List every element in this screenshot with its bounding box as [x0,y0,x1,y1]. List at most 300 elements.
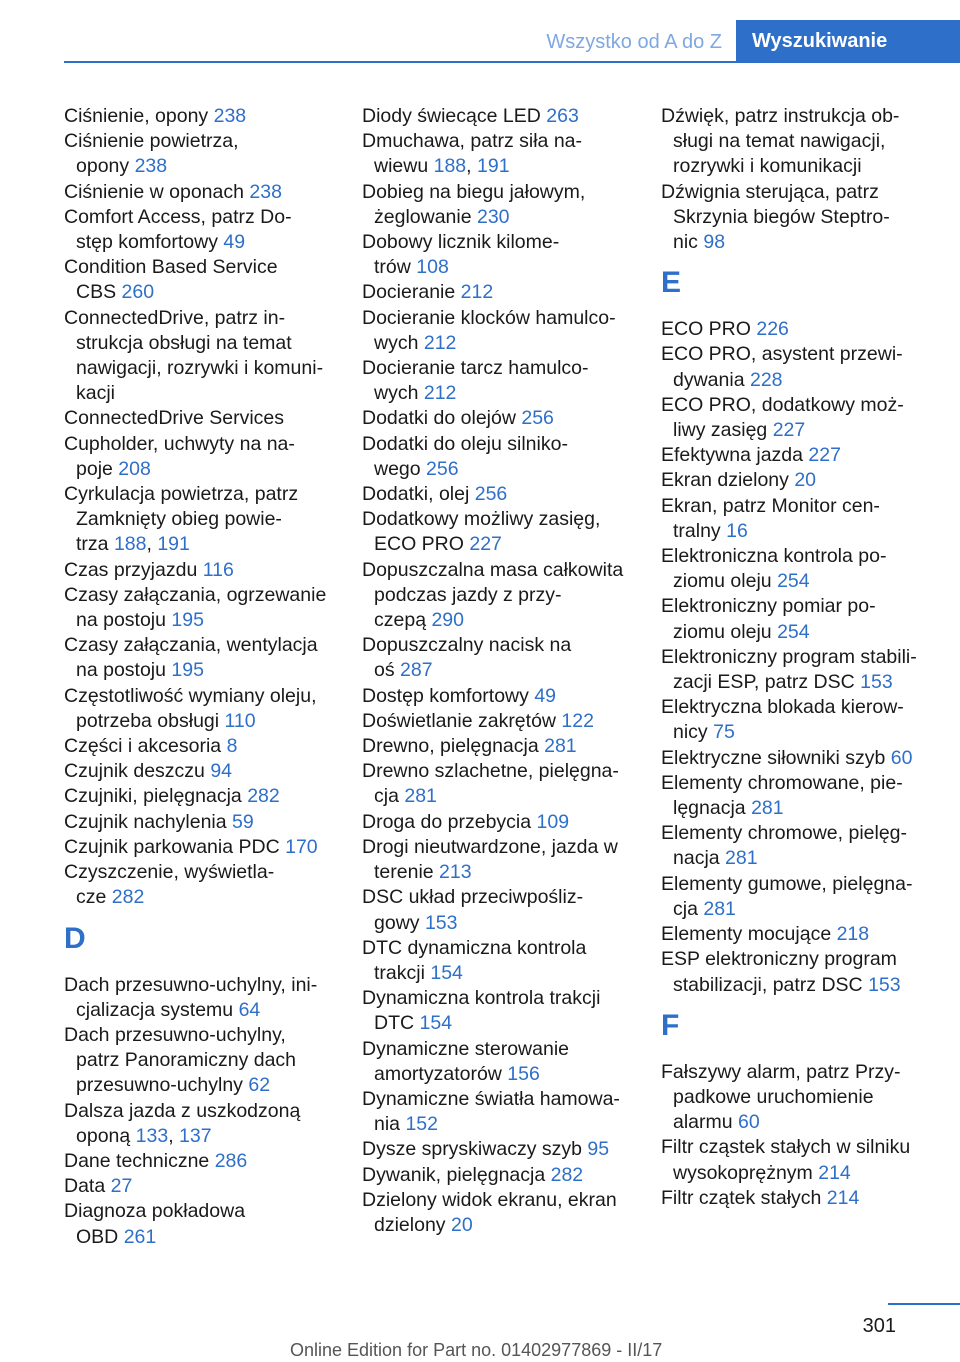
entry-line [64,1023,334,1048]
entry-line [661,821,933,846]
entry-text: Czasy załączania, ogrzewanie [64,583,327,606]
entry-line [64,1124,334,1149]
entry-text: ConnectedDrive, patrz in‐ [64,306,286,329]
index-entry [362,936,632,986]
entry-text: Elektryczna blokada kierow‐ [661,696,904,719]
entry-line [661,1186,933,1211]
entry-line [362,356,632,381]
entry-line [64,381,334,406]
entry-line [661,947,933,972]
entry-line [661,1085,933,1110]
index-entry [362,759,632,809]
entry-line [661,129,933,154]
entry-text: cja [374,785,405,808]
page-link[interactable]: 281 [544,735,577,758]
entry-text: Czujnik parkowania PDC [64,835,286,858]
index-entry [661,771,933,821]
entry-text: Dodatki do olejów [362,407,522,430]
entry-text: trów [374,256,417,279]
page-link[interactable]: 287 [400,659,433,682]
index-entry [661,104,933,180]
entry-text: trza [76,533,114,556]
index-entry [661,342,933,392]
entry-text: Dodatkowy możliwy zasięg, [362,508,601,531]
entry-line [661,1161,933,1186]
entry-text: na postoju [76,659,172,682]
entry-line [661,230,933,255]
entry-line [661,317,933,342]
page-link[interactable]: 256 [426,457,459,480]
entry-text: ECO PRO [661,318,757,341]
entry-line [64,280,334,305]
entry-text: dywania [673,368,750,391]
entry-line [64,356,334,381]
entry-text: Data [64,1175,111,1198]
entry-line [64,507,334,532]
index-entry [64,633,334,683]
entry-text: Dysze spryskiwaczy szyb [362,1138,588,1161]
entry-text: Docieranie [362,281,461,304]
entry-line [362,784,632,809]
entry-line [362,331,632,356]
entry-text: terenie [374,861,440,884]
index-entry [362,633,632,683]
entry-text: Dalsza jazda z uszkodzoną [64,1099,301,1122]
entry-line [661,620,933,645]
entry-text: tralny [673,519,727,542]
index-entry [362,1137,632,1162]
page-link[interactable]: 62 [248,1074,271,1097]
entry-text: amortyzatorów [374,1062,508,1085]
index-column-1 [64,104,334,1250]
entry-text: liwy zasięg [673,419,773,442]
entry-line [362,306,632,331]
page-link[interactable]: 108 [416,256,449,279]
page-link[interactable]: 212 [460,281,494,304]
entry-text: wych [374,382,424,405]
page-link[interactable]: 59 [232,810,254,833]
entry-text: ECO PRO, dodatkowy moż‐ [661,393,904,416]
page-link[interactable]: 153 [868,973,901,996]
page-link[interactable]: 116 [202,558,234,581]
entry-text: padkowe uruchomienie [673,1085,874,1108]
entry-line [362,835,632,860]
entry-line [64,432,334,457]
entry-text: Dopuszczalny nacisk na [362,634,572,657]
index-entry [362,1037,632,1087]
page-link[interactable]: 238 [249,180,282,203]
entry-line [362,1137,632,1162]
entry-line [362,759,632,784]
entry-line [362,936,632,961]
entry-line [64,255,334,280]
page-link[interactable]: 95 [587,1138,610,1161]
entry-line [661,1135,933,1160]
entry-line [64,885,334,910]
page-link[interactable]: 227 [808,444,841,467]
page-link[interactable]: 156 [507,1062,540,1085]
entry-line [362,457,632,482]
page-link[interactable]: 122 [561,709,594,732]
entry-line [64,1149,334,1174]
page-link[interactable]: 238 [134,155,168,178]
page-link[interactable]: 195 [171,609,204,632]
page-link[interactable]: 238 [213,105,247,127]
entry-line [64,482,334,507]
entry-text: cjalizacja systemu [76,998,239,1021]
index-entry [661,922,933,947]
entry-line [661,846,933,871]
page-link[interactable]: 260 [121,281,155,304]
entry-text: Dach przesuwno-uchylny, [64,1023,286,1046]
entry-line [64,583,334,608]
entry-line [362,1188,632,1213]
tab-a-to-z[interactable]: Wszystko od A do Z [546,31,722,53]
index-entry [661,872,933,922]
entry-line [661,645,933,670]
page-link[interactable]: 212 [423,331,457,354]
entry-text: Dodatki, olej [362,483,475,506]
entry-text: ziomu oleju [673,620,778,643]
page-link[interactable]: 281 [703,897,736,920]
entry-line [64,633,334,658]
entry-line [64,457,334,482]
entry-text: Droga do przebycia [362,810,537,833]
page-link[interactable]: 286 [214,1149,248,1172]
entry-text: trakcji [374,961,431,984]
entry-line [64,306,334,331]
page-link[interactable]: 256 [474,483,508,506]
page-separator: , [168,1124,180,1147]
entry-text: Dynamiczne światła hamowa‐ [362,1087,620,1110]
entry-line [362,911,632,936]
entry-line [661,393,933,418]
page-link[interactable]: 133 [135,1124,169,1147]
entry-line [64,973,334,998]
entry-line [362,583,632,608]
page-link[interactable]: 195 [171,659,204,682]
entry-text: gowy [374,911,425,934]
page-link[interactable]: 282 [111,886,145,909]
entry-text: cze [76,886,112,909]
entry-text: Zamknięty obieg powie‐ [76,508,282,531]
section-letter: E [661,266,682,300]
entry-text: Dźwięk, patrz instrukcja ob‐ [661,105,900,127]
entry-line [362,1062,632,1087]
entry-text: cja [673,897,704,920]
entry-text: Diagnoza pokładowa [64,1200,246,1223]
page-link[interactable]: 75 [713,721,735,744]
entry-line [362,532,632,557]
page-link[interactable]: 109 [536,810,570,833]
page-link[interactable]: 49 [223,231,246,254]
page-link[interactable]: 154 [430,961,463,984]
entry-text: Ekran dzielony [661,469,795,492]
index-entry [661,494,933,544]
page-link[interactable]: 256 [521,407,554,430]
page-link[interactable]: 228 [749,368,783,391]
entry-text: Elementy mocujące [661,923,837,946]
entry-text: Condition Based Service [64,256,278,279]
entry-line [362,507,632,532]
entry-line [661,922,933,947]
page-link[interactable]: 214 [826,1186,860,1209]
entry-line [661,1060,933,1085]
entry-text: nicy [673,721,714,744]
page-link[interactable]: 218 [836,923,870,946]
entry-line [64,1048,334,1073]
entry-line [64,684,334,709]
entry-line [661,771,933,796]
entry-text: sługi na temat nawigacji, [673,130,886,153]
page-separator: , [466,155,477,178]
index-entry [64,583,334,633]
page-link[interactable]: 263 [546,105,579,127]
entry-line [64,230,334,255]
index-entry [362,406,632,431]
entry-line [64,709,334,734]
index-entry [661,393,933,443]
entry-text: nacja [673,847,726,870]
entry-line [64,734,334,759]
page-separator: , [146,533,158,556]
page-link[interactable]: 20 [450,1213,473,1236]
entry-text: Dane techniczne [64,1149,215,1172]
page-link[interactable]: 170 [285,835,318,858]
entry-line [661,468,933,493]
entry-line [362,381,632,406]
entry-text: Comfort Access, patrz Do‐ [64,205,292,228]
entry-line [362,885,632,910]
section-letter: D [64,921,86,955]
index-entry [362,986,632,1036]
page-link[interactable]: 227 [772,419,806,442]
entry-line [661,418,933,443]
page-link[interactable]: 94 [210,760,233,783]
entry-line [661,443,933,468]
entry-text: kacji [76,382,116,405]
entry-line [362,558,632,583]
entry-text: Efektywna jazda [661,444,809,467]
entry-text: ConnectedDrive Services [64,407,285,430]
entry-text: opony [76,155,135,178]
header-rule [64,61,960,63]
index-entry [661,947,933,997]
index-entry [362,129,632,179]
entry-line [64,1073,334,1098]
page-link[interactable]: 110 [224,709,256,732]
page-link[interactable]: 208 [118,457,151,480]
entry-text: ECO PRO [374,533,470,556]
page-link[interactable]: 281 [725,847,758,870]
entry-line [661,205,933,230]
entry-line [362,205,632,230]
tab-search[interactable]: Wyszukiwanie [736,20,960,63]
page-link[interactable]: 214 [818,1161,851,1184]
page-link[interactable]: 27 [110,1175,133,1198]
index-entry [362,558,632,634]
index-entry [362,180,632,230]
entry-text: nawigacji, rozrywki i komuni‐ [76,357,324,380]
entry-text: wiewu [374,155,434,178]
entry-text: Czujnik deszczu [64,760,211,783]
page-link[interactable]: 213 [439,861,472,884]
index-entry [362,104,632,129]
entry-text: Ciśnienie, opony [64,105,214,127]
page-link[interactable]: 282 [247,785,280,808]
page-link[interactable]: 64 [238,998,261,1021]
page-link[interactable]: 227 [469,533,502,556]
index-entry [64,684,334,734]
entry-text: Czasy załączania, wentylacja [64,634,318,657]
entry-line [64,406,334,431]
entry-line [362,633,632,658]
page-link[interactable]: 282 [550,1163,584,1186]
index-entry [64,482,334,558]
index-entry [362,482,632,507]
entry-line [64,331,334,356]
index-entry [661,1135,933,1185]
page-link[interactable]: 137 [179,1124,212,1147]
entry-line [661,544,933,569]
page-number: 301 [862,1315,896,1337]
entry-text: Dynamiczna kontrola trakcji [362,987,601,1010]
entry-text: DTC [374,1012,420,1035]
entry-text: Skrzynia biegów Steptro‐ [673,205,890,228]
entry-line [661,368,933,393]
entry-line [362,1163,632,1188]
entry-line [362,608,632,633]
entry-text: Diody świecące LED [362,105,547,127]
entry-line [64,860,334,885]
entry-line [661,796,933,821]
entry-text: Elementy chromowe, pielęg‐ [661,822,908,845]
entry-text: Docieranie tarcz hamulco‐ [362,357,589,380]
index-entry [64,810,334,835]
entry-line [362,986,632,1011]
entry-line [362,709,632,734]
page-link[interactable]: 254 [777,570,810,593]
entry-text: wysokoprężnym [673,1161,819,1184]
entry-text: Częstotliwość wymiany oleju, [64,684,317,707]
entry-line [362,482,632,507]
entry-text: Dźwignia sterująca, patrz [661,180,879,203]
page-link[interactable]: 212 [423,382,457,405]
page-link[interactable]: 8 [226,735,238,758]
page-link[interactable]: 290 [431,609,464,632]
index-entry [661,1186,933,1211]
page-link[interactable]: 152 [405,1113,438,1136]
entry-line [362,734,632,759]
index-entry [64,1174,334,1199]
page-link[interactable]: 281 [404,785,437,808]
entry-line [64,104,334,129]
index-entry [64,1099,334,1149]
page-link[interactable]: 16 [726,519,748,542]
page-link[interactable]: 226 [756,318,789,341]
entry-line [362,129,632,154]
index-entry [64,1023,334,1099]
page-link[interactable]: 20 [794,469,817,492]
entry-line [362,1087,632,1112]
entry-line [362,810,632,835]
entry-text: Doświetlanie zakrętów [362,709,562,732]
entry-text: zacji ESP, patrz DSC [673,671,861,694]
entry-line [661,720,933,745]
index-entry [362,356,632,406]
page-link[interactable]: 153 [424,911,458,934]
entry-text: Dostęp komfortowy [362,684,535,707]
page-link[interactable]: 191 [157,533,190,556]
entry-text: Czas przyjazdu [64,558,203,581]
index-entry [661,1060,933,1136]
page-link[interactable]: 191 [477,155,510,178]
entry-text: przesuwno-uchylny [76,1074,249,1097]
page-link[interactable]: 230 [476,205,510,228]
entry-text: oponą [76,1124,136,1147]
index-entry [64,973,334,1023]
index-entry [661,180,933,256]
entry-line [661,872,933,897]
index-entry [661,821,933,871]
page-link[interactable]: 254 [777,620,810,643]
index-entry [362,432,632,482]
entry-text: strukcja obsługi na temat [76,331,292,354]
index-entry [64,432,334,482]
entry-line [661,180,933,205]
entry-line [362,154,632,179]
entry-text: nic [673,231,704,254]
entry-text: Dzielony widok ekranu, ekran [362,1188,617,1211]
entry-line [362,860,632,885]
entry-line [64,658,334,683]
page-link[interactable]: 188 [113,533,147,556]
page-link[interactable]: 49 [534,684,557,707]
entry-line [661,569,933,594]
entry-line [362,406,632,431]
entry-text: nia [374,1113,406,1136]
index-entry [362,734,632,759]
index-entry [362,709,632,734]
page-link[interactable]: 281 [751,797,784,820]
index-entry [362,1188,632,1238]
page-link[interactable]: 188 [433,155,467,178]
entry-text: Docieranie klocków hamulco‐ [362,306,616,329]
index-entry [362,507,632,557]
entry-line [661,897,933,922]
entry-line [64,608,334,633]
entry-line [64,1199,334,1224]
page-link[interactable]: 60 [890,746,913,769]
edition-note: Online Edition for Part no. 01402977869 - II/17 [290,1340,663,1360]
page-link[interactable]: 98 [703,231,726,254]
page-header [0,20,960,62]
entry-text: Filtr cząstek stałych w silniku [661,1136,911,1159]
entry-text: potrzeba obsługi [76,709,225,732]
page-link[interactable]: 154 [419,1012,453,1035]
index-entry [64,734,334,759]
entry-text: podczas jazdy z przy‐ [374,583,562,606]
page-link[interactable]: 153 [860,671,893,694]
page-link[interactable]: 60 [738,1111,760,1134]
page-link[interactable]: 261 [123,1225,157,1248]
index-entry [661,317,933,342]
entry-line [64,784,334,809]
entry-line [362,280,632,305]
index-entry [661,544,933,594]
entry-text: Dmuchawa, patrz siła na‐ [362,130,583,153]
entry-text: ECO PRO, asystent przewi‐ [661,343,903,366]
